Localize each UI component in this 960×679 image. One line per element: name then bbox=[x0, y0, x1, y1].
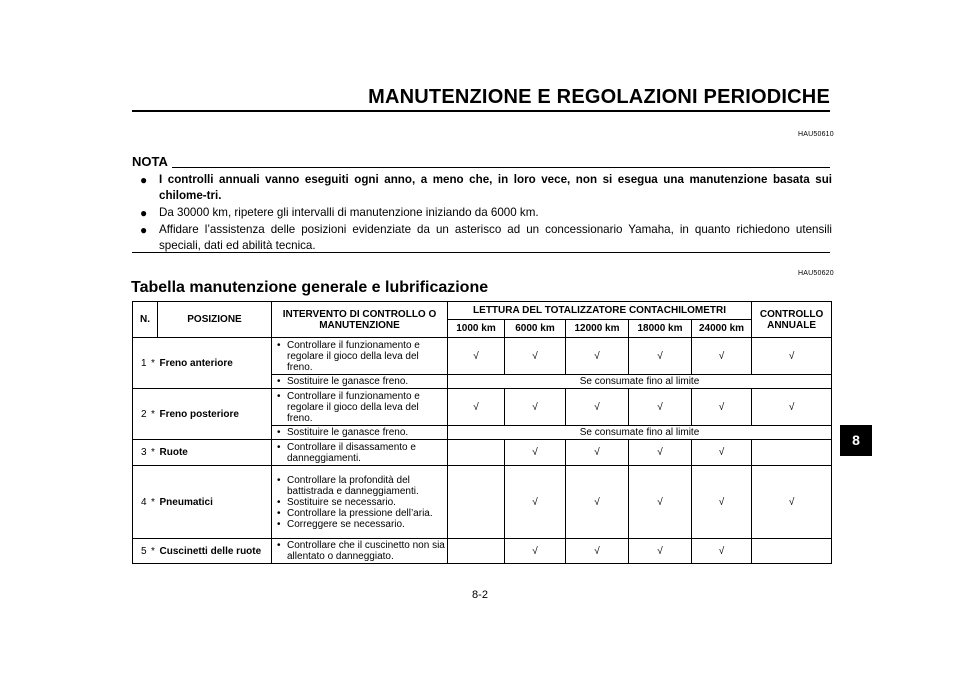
header-n: N. bbox=[133, 302, 158, 338]
check-mark: √ bbox=[566, 338, 629, 375]
row-intervento: • Controllare il funzionamento e regolare il gioco della leva del freno. bbox=[272, 338, 448, 375]
check-mark: √ bbox=[505, 389, 566, 426]
asterisk: * bbox=[149, 338, 158, 389]
maintenance-table bbox=[132, 301, 832, 564]
header-lettura: LETTURA DEL TOTALIZZATORE CONTACHILOMETRI bbox=[448, 302, 752, 320]
check-mark: √ bbox=[566, 440, 629, 466]
section-title: Tabella manutenzione generale e lubrificazione bbox=[131, 279, 489, 296]
asterisk: * bbox=[149, 466, 158, 539]
asterisk: * bbox=[149, 539, 158, 564]
header-km: 24000 km bbox=[692, 320, 752, 338]
row-note: Se consumate fino al limite bbox=[448, 375, 832, 389]
asterisk: * bbox=[149, 440, 158, 466]
row-number: 1 bbox=[133, 338, 149, 389]
check-mark: √ bbox=[692, 440, 752, 466]
check-mark: √ bbox=[629, 539, 692, 564]
check-mark: √ bbox=[752, 338, 832, 375]
reference-code: HAU50620 bbox=[798, 270, 834, 277]
check-mark: √ bbox=[752, 466, 832, 539]
header-rule bbox=[132, 110, 830, 112]
asterisk: * bbox=[149, 389, 158, 440]
empty-cell bbox=[448, 440, 505, 466]
page-number: 8-2 bbox=[472, 589, 488, 601]
check-mark: √ bbox=[505, 539, 566, 564]
row-number: 4 bbox=[133, 466, 149, 539]
check-mark: √ bbox=[752, 389, 832, 426]
nota-item: ● Da 30000 km, ripetere gli intervalli di manutenzione iniziando da 6000 km. bbox=[140, 206, 539, 220]
reference-code: HAU50610 bbox=[798, 131, 834, 138]
check-mark: √ bbox=[448, 338, 505, 375]
row-intervento: • Controllare la profondità del battistrada e danneggiamenti. • Sostituire se necessario. • Controllare la pressione dell’aria. • Correggere se necessario. bbox=[272, 466, 448, 539]
check-mark: √ bbox=[629, 466, 692, 539]
empty-cell bbox=[752, 539, 832, 564]
chapter-tab: 8 bbox=[840, 425, 872, 456]
nota-rule bbox=[172, 167, 830, 168]
check-mark: √ bbox=[505, 440, 566, 466]
table-row bbox=[133, 466, 832, 539]
row-position: Cuscinetti delle ruote bbox=[158, 539, 272, 564]
header-km: 18000 km bbox=[629, 320, 692, 338]
nota-item: ● Affidare l’assistenza delle posizioni evidenziate da un asterisco ad un concessionario Yamaha, in quanto richiedono utensili speciali, dati ed abilità tecnica. bbox=[140, 223, 832, 252]
row-position: Pneumatici bbox=[158, 466, 272, 539]
page-header-title: MANUTENZIONE E REGOLAZIONI PERIODICHE bbox=[368, 86, 830, 108]
table-row bbox=[133, 539, 832, 564]
row-number: 3 bbox=[133, 440, 149, 466]
nota-list bbox=[140, 172, 832, 255]
check-mark: √ bbox=[692, 389, 752, 426]
row-intervento: • Controllare il funzionamento e regolare il gioco della leva del freno. bbox=[272, 389, 448, 426]
bullet-icon: ● bbox=[140, 223, 148, 237]
row-position: Freno posteriore bbox=[158, 389, 272, 440]
check-mark: √ bbox=[692, 338, 752, 375]
nota-label: NOTA bbox=[132, 154, 168, 169]
empty-cell bbox=[448, 466, 505, 539]
check-mark: √ bbox=[692, 539, 752, 564]
nota-end-rule bbox=[132, 252, 830, 253]
header-km: 12000 km bbox=[566, 320, 629, 338]
row-intervento: • Controllare il disassamento e danneggiamenti. bbox=[272, 440, 448, 466]
empty-cell bbox=[752, 440, 832, 466]
row-intervento: • Controllare che il cuscinetto non sia allentato o danneggiato. bbox=[272, 539, 448, 564]
table-row bbox=[133, 338, 832, 375]
header-km: 1000 km bbox=[448, 320, 505, 338]
row-position: Freno anteriore bbox=[158, 338, 272, 389]
row-position: Ruote bbox=[158, 440, 272, 466]
row-note: Se consumate fino al limite bbox=[448, 426, 832, 440]
check-mark: √ bbox=[566, 389, 629, 426]
bullet-icon: ● bbox=[140, 206, 148, 220]
header-controllo: CONTROLLO ANNUALE bbox=[752, 302, 832, 338]
nota-item: ● I controlli annuali vanno eseguiti ogni anno, a meno che, in loro vece, non si esegua una manutenzione basata sui chilome-tri. bbox=[140, 173, 832, 202]
row-intervento: • Sostituire le ganasce freno. bbox=[272, 375, 448, 389]
header-km: 6000 km bbox=[505, 320, 566, 338]
table-row bbox=[133, 389, 832, 426]
row-number: 2 bbox=[133, 389, 149, 440]
row-intervento: • Sostituire le ganasce freno. bbox=[272, 426, 448, 440]
header-posizione: POSIZIONE bbox=[158, 302, 272, 338]
row-number: 5 bbox=[133, 539, 149, 564]
empty-cell bbox=[448, 539, 505, 564]
bullet-icon: ● bbox=[140, 173, 148, 187]
table-row bbox=[133, 440, 832, 466]
check-mark: √ bbox=[692, 466, 752, 539]
check-mark: √ bbox=[629, 389, 692, 426]
check-mark: √ bbox=[629, 338, 692, 375]
check-mark: √ bbox=[448, 389, 505, 426]
check-mark: √ bbox=[505, 338, 566, 375]
check-mark: √ bbox=[629, 440, 692, 466]
check-mark: √ bbox=[566, 466, 629, 539]
check-mark: √ bbox=[566, 539, 629, 564]
header-intervento: INTERVENTO DI CONTROLLO O MANUTENZIONE bbox=[272, 302, 448, 338]
check-mark: √ bbox=[505, 466, 566, 539]
